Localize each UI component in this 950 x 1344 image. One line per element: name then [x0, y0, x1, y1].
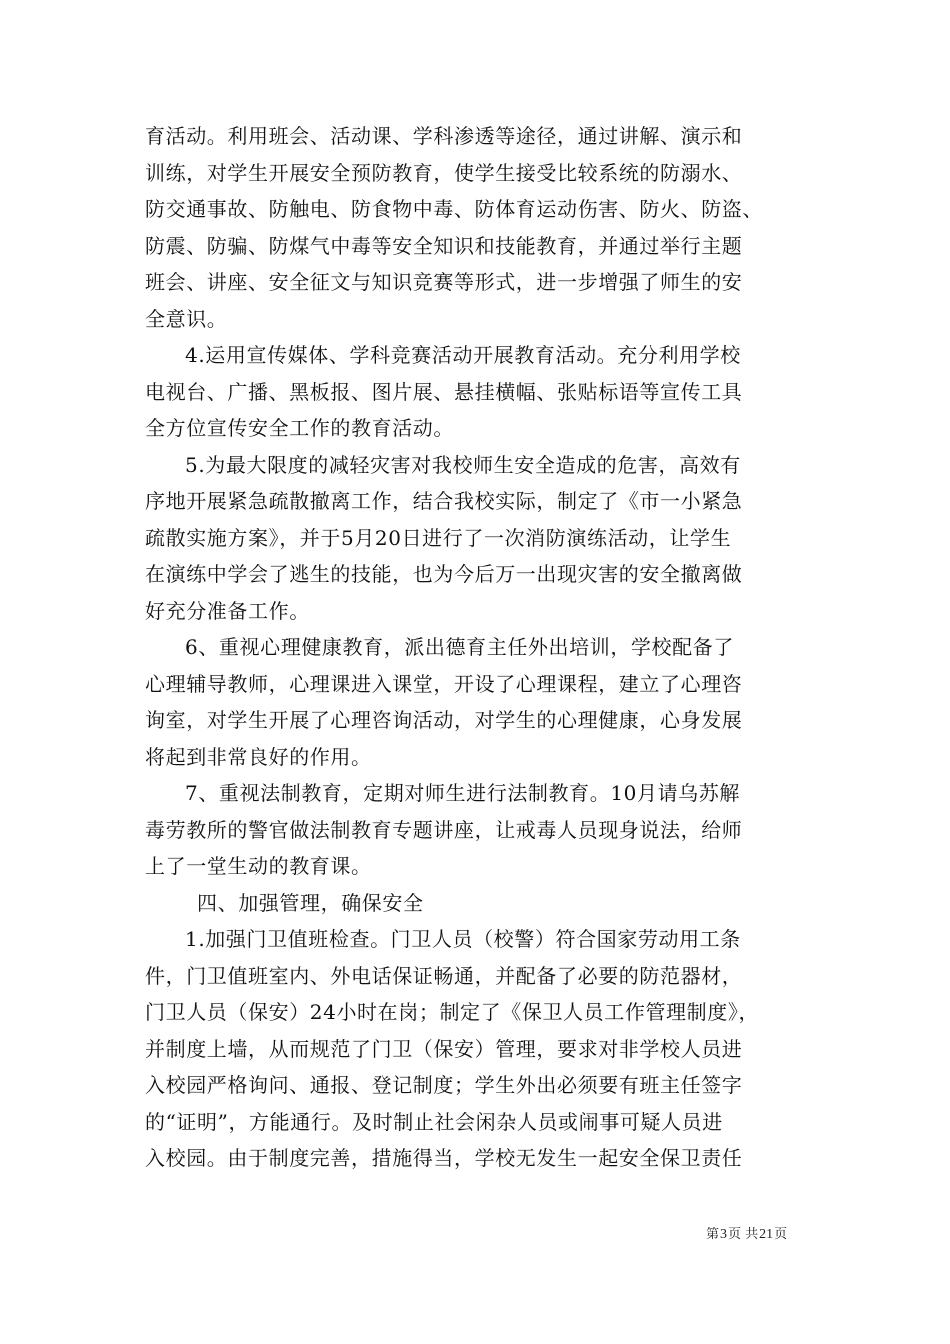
body-line: 班会、讲座、安全征文与知识竞赛等形式，进一步增强了师生的安 [145, 270, 743, 294]
body-line: 训练，对学生开展安全预防教育，使学生接受比较系统的防溺水、 [145, 160, 743, 185]
paragraph-start-line: 7、重视法制教育，定期对师生进行法制教育。10月请乌苏解 [185, 781, 740, 805]
body-line: 入校园。由于制度完善，措施得当，学校无发生一起安全保卫责任 [145, 1146, 743, 1170]
current-page-number: 3 [720, 1227, 728, 1242]
footer-suffix: 页 [774, 1227, 788, 1242]
body-line: 序地开展紧急疏散撤离工作，结合我校实际，制定了《市一小紧急 [145, 489, 743, 513]
footer-middle: 页 共 [728, 1227, 759, 1242]
body-line: 心理辅导教师，心理课进入课堂，开设了心理课程，建立了心理咨 [145, 671, 743, 696]
footer-prefix: 第 [706, 1227, 720, 1242]
paragraph-start-line: 4.运用宣传媒体、学科竞赛活动开展教育活动。充分利用学校 [185, 343, 741, 367]
body-line: 件，门卫值班室内、外电话保证畅通，并配备了必要的防范器材， [145, 963, 743, 988]
body-line: 全方位宣传安全工作的教育活动。 [145, 416, 454, 440]
body-line: 将起到非常良好的作用。 [145, 744, 372, 769]
body-line: 疏散实施方案》，并于5月20日进行了一次消防演练活动，让学生 [145, 525, 732, 550]
body-line: 门卫人员（保安）24小时在岗；制定了《保卫人员工作管理制度》， [145, 1000, 760, 1024]
paragraph-start-line: 1.加强门卫值班检查。门卫人员（校警）符合国家劳动用工条 [185, 927, 741, 951]
body-line: 防震、防骗、防煤气中毒等安全知识和技能教育，并通过举行主题 [145, 233, 743, 258]
section-heading: 四、加强管理，确保安全 [197, 890, 424, 915]
body-line: 防交通事故、防触电、防食物中毒、防体育运动伤害、防火、防盗、 [145, 197, 763, 221]
body-line: 全意识。 [145, 306, 228, 331]
body-line: 毒劳教所的警官做法制教育专题讲座，让戒毒人员现身说法，给师 [145, 817, 743, 842]
document-body [145, 118, 825, 1177]
paragraph-start-line: 5.为最大限度的减轻灾害对我校师生安全造成的危害，高效有 [185, 452, 741, 477]
body-line: 并制度上墙，从而规范了门卫（保安）管理，要求对非学校人员进 [145, 1036, 743, 1061]
body-line: 询室，对学生开展了心理咨询活动，对学生的心理健康，心身发展 [145, 708, 743, 732]
page-number-footer [706, 1226, 787, 1244]
body-line: 好充分准备工作。 [145, 598, 310, 623]
body-line: 上了一堂生动的教育课。 [145, 854, 372, 878]
body-line: 在演练中学会了逃生的技能，也为今后万一出现灾害的安全撤离做 [145, 562, 743, 586]
body-line: 入校园严格询问、通报、登记制度；学生外出必须要有班主任签字 [145, 1073, 743, 1097]
paragraph-start-line: 6、重视心理健康教育，派出德育主任外出培训，学校配备了 [185, 635, 734, 659]
body-line: 育活动。利用班会、活动课、学科渗透等途径，通过讲解、演示和 [145, 124, 743, 148]
body-line: 的“证明”，方能通行。及时制止社会闲杂人员或闹事可疑人员进 [145, 1109, 723, 1134]
total-pages-number: 21 [759, 1227, 774, 1242]
body-line: 电视台、广播、黑板报、图片展、悬挂横幅、张贴标语等宣传工具 [145, 379, 743, 404]
